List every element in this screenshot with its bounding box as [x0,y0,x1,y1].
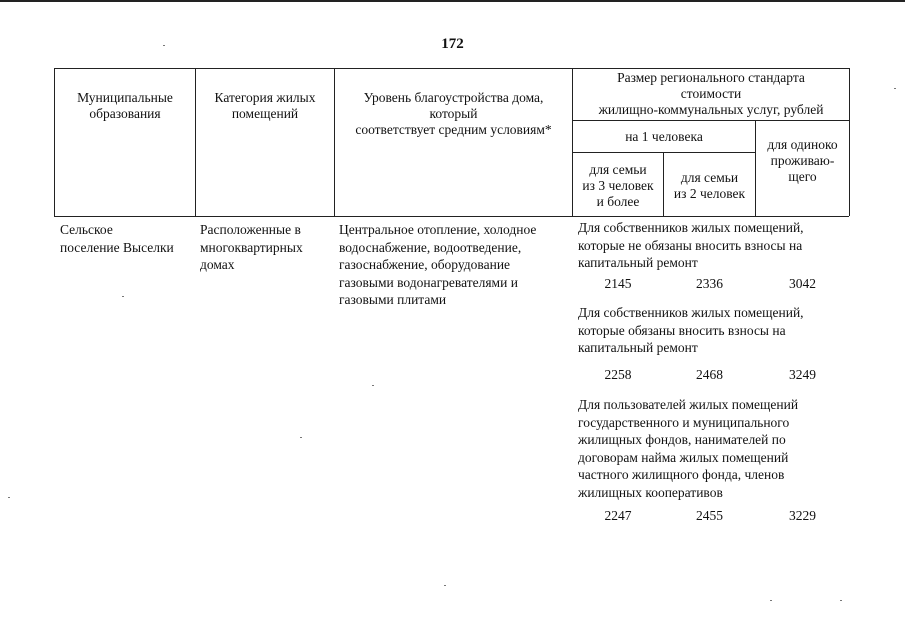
scan-speck [8,497,10,498]
cell-level: Центральное отопление, холодное водоснабжение, водоотведение, газоснабжение, оборудование газовыми водонагревателями и газовыми плитами [339,222,537,307]
group-label-2: Для собственников жилых помещений, которые обязаны вносить взносы на капитальный ремонт [578,305,804,355]
page-top-edge [0,0,905,2]
scan-speck [840,600,842,601]
table-top-border [54,68,849,69]
header-per-person: на 1 человека [625,129,703,144]
header-single: для одиноко проживаю- щего [767,137,838,184]
scan-speck [894,88,896,89]
value-g1-family2: 2336 [696,276,723,291]
header-family2: для семьи из 2 человек [673,170,746,201]
cell-category: Расположенные в многоквартирных домах [200,222,303,272]
scan-speck [444,585,446,586]
value-g2-family3: 2258 [604,367,632,382]
header-bottom-border [54,216,849,217]
cell-municipality: Сельское поселение Выселки [60,222,174,255]
scan-speck [770,600,772,601]
value-g1-family3: 2145 [604,276,632,291]
header-level: Уровень благоустройства дома, который соответствует средним условиям* [355,90,552,137]
header-category: Категория жилых помещений [214,90,316,121]
value-g2-single: 3249 [789,367,816,382]
scan-speck [163,45,165,46]
value-g3-single: 3229 [789,508,816,523]
header-municipality: Муниципальные образования [77,90,173,121]
size-divider [572,120,849,121]
group-label-3: Для пользователей жилых помещений государственного и муниципального жилищных фондов, нанимателей по договорам найма жилых помещений частного жилищного фонда, членов жилищных кооперативов [578,397,799,500]
header-family3: для семьи из 3 человек и более [582,162,654,209]
value-g2-family2: 2468 [696,367,723,382]
scan-speck [372,385,374,386]
scan-speck [300,437,302,438]
page-number: 172 [441,36,464,52]
value-g3-family3: 2247 [604,508,632,523]
table-right-border [849,68,850,216]
value-g1-single: 3042 [789,276,816,291]
scan-speck [122,296,124,297]
header-size: Размер регионального стандарта стоимости жилищно-коммунальных услуг, рублей [598,70,824,117]
value-g3-family2: 2455 [696,508,723,523]
group-label-1: Для собственников жилых помещений, которые не обязаны вносить взносы на капитальный ремонт [578,220,804,270]
